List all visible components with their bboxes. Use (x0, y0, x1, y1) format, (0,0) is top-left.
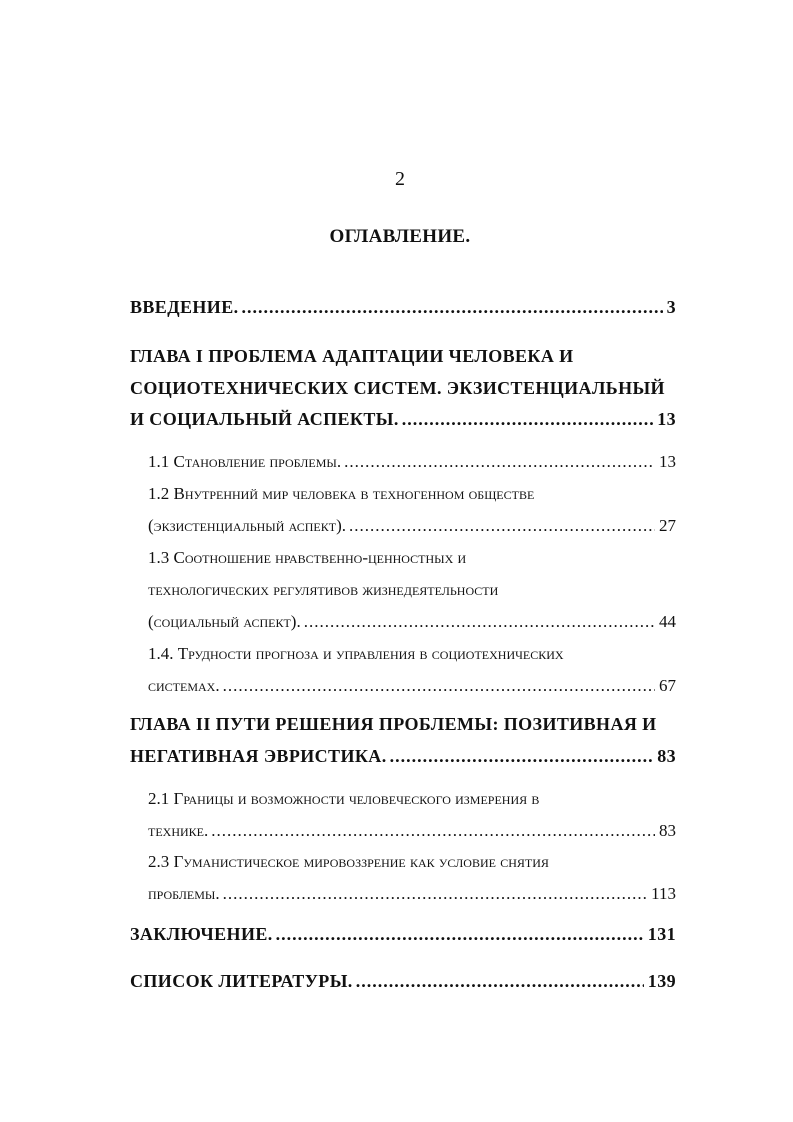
toc-entry-1-2[interactable] (148, 517, 676, 534)
toc-entry-1-1[interactable] (148, 453, 676, 470)
toc-page-ref: 3 (666, 297, 676, 317)
toc-entry-1-3-line-1: 1.3 Соотношение нравственно-ценностных и (148, 548, 467, 567)
toc-entry-text: СПИСОК ЛИТЕРАТУРЫ. (130, 971, 353, 991)
toc-page-ref: 139 (647, 971, 676, 991)
toc-entry-1-3[interactable] (148, 613, 676, 630)
toc-page-ref: 113 (651, 884, 676, 903)
toc-entry-text: ВВЕДЕНИЕ. (130, 297, 239, 317)
toc-page-ref: 131 (647, 924, 676, 944)
toc-page-ref: 13 (659, 452, 676, 471)
leader-dots (211, 822, 655, 839)
toc-entry-text: (социальный аспект). (148, 612, 301, 631)
toc-entry-text: (экзистенциальный аспект). (148, 516, 346, 535)
toc-entry-text: технике. (148, 821, 209, 840)
toc-entry-text: НЕГАТИВНАЯ ЭВРИСТИКА. (130, 746, 387, 766)
leader-dots (242, 298, 663, 316)
toc-chapter-2-line-1: ГЛАВА II ПУТИ РЕШЕНИЯ ПРОБЛЕМЫ: ПОЗИТИВНАЯ И (130, 714, 657, 734)
toc-page-ref: 83 (659, 821, 676, 840)
toc-entry-chapter-2[interactable] (130, 747, 676, 765)
toc-entry-2-3[interactable] (148, 885, 676, 902)
leader-dots (223, 677, 655, 694)
leader-dots (390, 747, 654, 765)
leader-dots (402, 410, 653, 428)
toc-entry-text: ЗАКЛЮЧЕНИЕ. (130, 924, 273, 944)
toc-page-ref: 67 (659, 676, 676, 695)
toc-page-ref: 13 (657, 409, 676, 429)
toc-chapter-1-line-1: ГЛАВА I ПРОБЛЕМА АДАПТАЦИИ ЧЕЛОВЕКА И (130, 346, 574, 366)
toc-entry-text: 1.1 Становление проблемы. (148, 452, 342, 471)
leader-dots (276, 925, 644, 943)
toc-entry-text: И СОЦИАЛЬНЫЙ АСПЕКТЫ. (130, 409, 399, 429)
leader-dots (304, 613, 655, 630)
toc-entry-1-3-line-2: технологических регулятивов жизнедеятельности (148, 580, 499, 599)
toc-entry-conclusion[interactable] (130, 925, 676, 943)
toc-entry-1-4-line-1: 1.4. Трудности прогноза и управления в социотехнических (148, 644, 564, 663)
toc-entry-text: проблемы. (148, 884, 220, 903)
toc-entry-chapter-1[interactable] (130, 410, 676, 428)
leader-dots (356, 972, 644, 990)
toc-entry-text: системах. (148, 676, 220, 695)
toc-entry-introduction[interactable] (130, 298, 676, 316)
toc-entry-1-4[interactable] (148, 677, 676, 694)
toc-title: ОГЛАВЛЕНИЕ. (329, 226, 471, 247)
toc-entry-2-1[interactable] (148, 822, 676, 839)
leader-dots (344, 453, 655, 470)
toc-entry-1-2-line-1: 1.2 Внутренний мир человека в техногенном обществе (148, 484, 535, 503)
toc-page-ref: 27 (659, 516, 676, 535)
toc-chapter-1-line-2: СОЦИОТЕХНИЧЕСКИХ СИСТЕМ. ЭКЗИСТЕНЦИАЛЬНЫЙ (130, 378, 665, 398)
toc-entry-2-1-line-1: 2.1 Границы и возможности человеческого измерения в (148, 789, 540, 808)
toc-entry-2-3-line-1: 2.3 Гуманистическое мировоззрение как условие снятия (148, 852, 549, 871)
leader-dots (349, 517, 655, 534)
toc-entry-bibliography[interactable] (130, 972, 676, 990)
toc-page-ref: 44 (659, 612, 676, 631)
leader-dots (223, 885, 648, 902)
page-number: 2 (395, 168, 405, 190)
toc-page-ref: 83 (657, 746, 676, 766)
